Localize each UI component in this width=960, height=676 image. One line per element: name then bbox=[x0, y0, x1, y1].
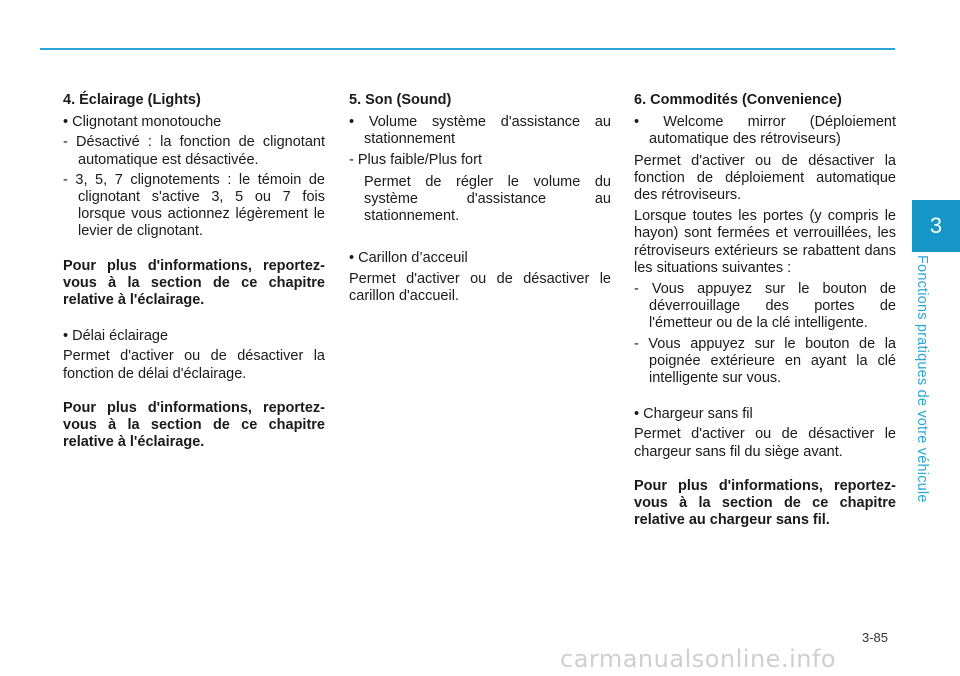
bullet-item: • Welcome mirror (Déploiement automatique des rétroviseurs) bbox=[634, 114, 896, 148]
watermark: carmanualsonline.info bbox=[560, 645, 837, 673]
reference-note: Pour plus d'informations, reportez-vous à la section de ce chapitre relative à l'éclairage. bbox=[63, 399, 325, 451]
sub-paragraph: Permet de régler le volume du système d'assistance au stationnement. bbox=[364, 173, 611, 225]
paragraph: Permet d'activer ou de désactiver le carillon d'accueil. bbox=[349, 270, 611, 304]
chapter-title: Fonctions pratiques de votre véhicule bbox=[914, 255, 930, 503]
column-sound bbox=[349, 92, 611, 308]
dash-item: - Plus faible/Plus fort bbox=[349, 151, 482, 168]
header-rule bbox=[40, 48, 895, 50]
bullet-item: • Clignotant monotouche bbox=[63, 114, 222, 131]
section-heading: 6. Commodités (Convenience) bbox=[634, 92, 842, 108]
bullet-item: • Carillon d’acceuil bbox=[349, 250, 468, 267]
section-heading: 4. Éclairage (Lights) bbox=[63, 92, 201, 108]
chapter-number-tab: 3 bbox=[912, 200, 960, 252]
page-number: 3-85 bbox=[862, 630, 889, 645]
column-convenience bbox=[634, 92, 896, 532]
column-lights bbox=[63, 92, 325, 454]
paragraph: Permet d'activer ou de désactiver la fonction de déploiement automatique des rétroviseurs. bbox=[634, 152, 896, 204]
paragraph: Permet d'activer ou de désactiver la fonction de délai d'éclairage. bbox=[63, 348, 325, 382]
dash-item: - Vous appuyez sur le bouton de déverrouillage des portes de l'émetteur ou de la clé intelligente. bbox=[634, 281, 896, 332]
bullet-item: • Délai éclairage bbox=[63, 328, 169, 345]
paragraph: Permet d'activer ou de désactiver le chargeur sans fil du siège avant. bbox=[634, 426, 896, 460]
dash-item: - Vous appuyez sur le bouton de la poignée extérieure en ayant la clé intelligente sur vous. bbox=[634, 335, 896, 387]
reference-note: Pour plus d'informations, reportez-vous à la section de ce chapitre relative au chargeur sans fil. bbox=[634, 477, 896, 529]
dash-item: - Désactivé : la fonction de clignotant automatique est désactivée. bbox=[63, 134, 325, 168]
bullet-item: • Volume système d'assistance au stationnement bbox=[349, 114, 611, 148]
paragraph: Lorsque toutes les portes (y compris le hayon) sont fermées et verrouillées, les rétroviseurs extérieurs se rabattent dans les situations suivantes : bbox=[634, 208, 896, 276]
dash-item: - 3, 5, 7 clignotements : le témoin de clignotant s'active 3, 5 ou 7 fois lorsque vous actionnez légèrement le levier de clignotant. bbox=[63, 171, 325, 240]
section-heading: 5. Son (Sound) bbox=[349, 92, 452, 108]
reference-note: Pour plus d'informations, reportez-vous à la section de ce chapitre relative à l'éclairage. bbox=[63, 257, 325, 309]
bullet-item: • Chargeur sans fil bbox=[634, 406, 753, 423]
